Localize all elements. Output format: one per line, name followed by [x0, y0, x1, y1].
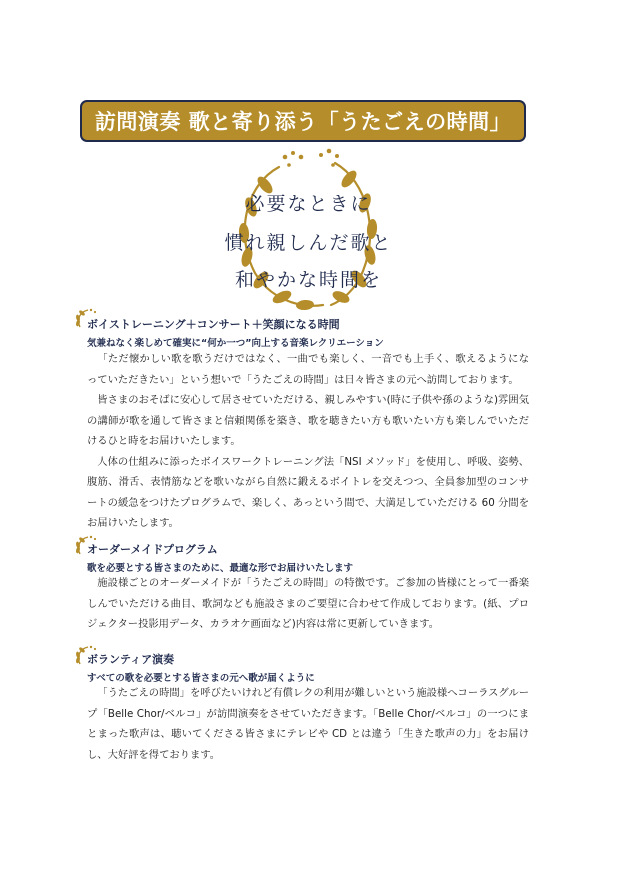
paragraph: 皆さまのおそばに安心して居させていただける、親しみやすい(時に子供や孫のような)雰囲気の講師が歌を通して皆さまと信頼関係を築き、歌を聴きたい方も歌いたい方も楽しんでいただけるひと時をお届けいたします。	[87, 394, 529, 447]
section-heading-voice-training: ボイストレーニング＋コンサート＋笑顔になる時間	[87, 318, 340, 331]
section-heading-order-made: オーダーメイドプログラム	[87, 543, 218, 556]
section-heading-volunteer: ボランティア演奏	[87, 653, 175, 666]
lead-line-2: 慣れ親しんだ歌と	[224, 232, 393, 254]
section-body-order-made	[87, 573, 529, 635]
section-body-voice-training	[87, 349, 529, 534]
paragraph: 人体の仕組みに添ったボイスワークトレーニング法「NSI メソッド」を使用し、呼吸、姿勢、腹筋、滑舌、表情筋などを歌いながら自然に鍛えるボイトレを交えつつ、全員参加型のコンサートの緩急をつけたプログラムで、楽しく、あっという間で、大満足していただける 60 分間をお届けいたします。	[87, 455, 529, 529]
paragraph: 「ただ懐かしい歌を歌うだけではなく、一曲でも楽しく、一音でも上手く、歌えるようになっていただきたい」という想いで「うたごえの時間」は日々皆さまの元へ訪問しております。	[87, 353, 529, 386]
section-subheading-volunteer: すべての歌を必要とする皆さまの元へ歌が届くように	[87, 673, 315, 684]
section-subheading-order-made: 歌を必要とする皆さまのために、最適な形でお届けいたします	[87, 563, 354, 574]
page-title: 訪問演奏 歌と寄り添う「うたごえの時間」	[94, 110, 512, 134]
paragraph: 「うたごえの時間」を呼びたいけれど有償レクの利用が難しいという施設様へコーラスグループ「Belle Chor/ベルコ」が訪問演奏をさせていただきます。「Belle Chor/ベルコ」の一つにまとまった歌声は、聴いてくださる皆さまにテレビや CD とは違う「生きた歌声の力」をお届けし、大好評を得ております。	[87, 687, 529, 761]
title-banner	[80, 100, 526, 142]
lead-line-1: 必要なときに	[245, 193, 372, 215]
paragraph: 施設様ごとのオーダーメイドが「うたごえの時間」の特徴です。ご参加の皆様にとって一番楽しんでいただける曲目、歌詞なども施設さまのご要望に合わせて作成しております。(紙、プロジェクター投影用データ、カラオケ画面など)内容は常に更新していきます。	[87, 577, 529, 630]
lead-line-3: 和やかな時間を	[234, 269, 382, 291]
section-subheading-voice-training: 気兼ねなく楽しめて確実に“何か一つ”向上する音楽レクリエーション	[87, 338, 384, 349]
section-body-volunteer	[87, 683, 529, 765]
